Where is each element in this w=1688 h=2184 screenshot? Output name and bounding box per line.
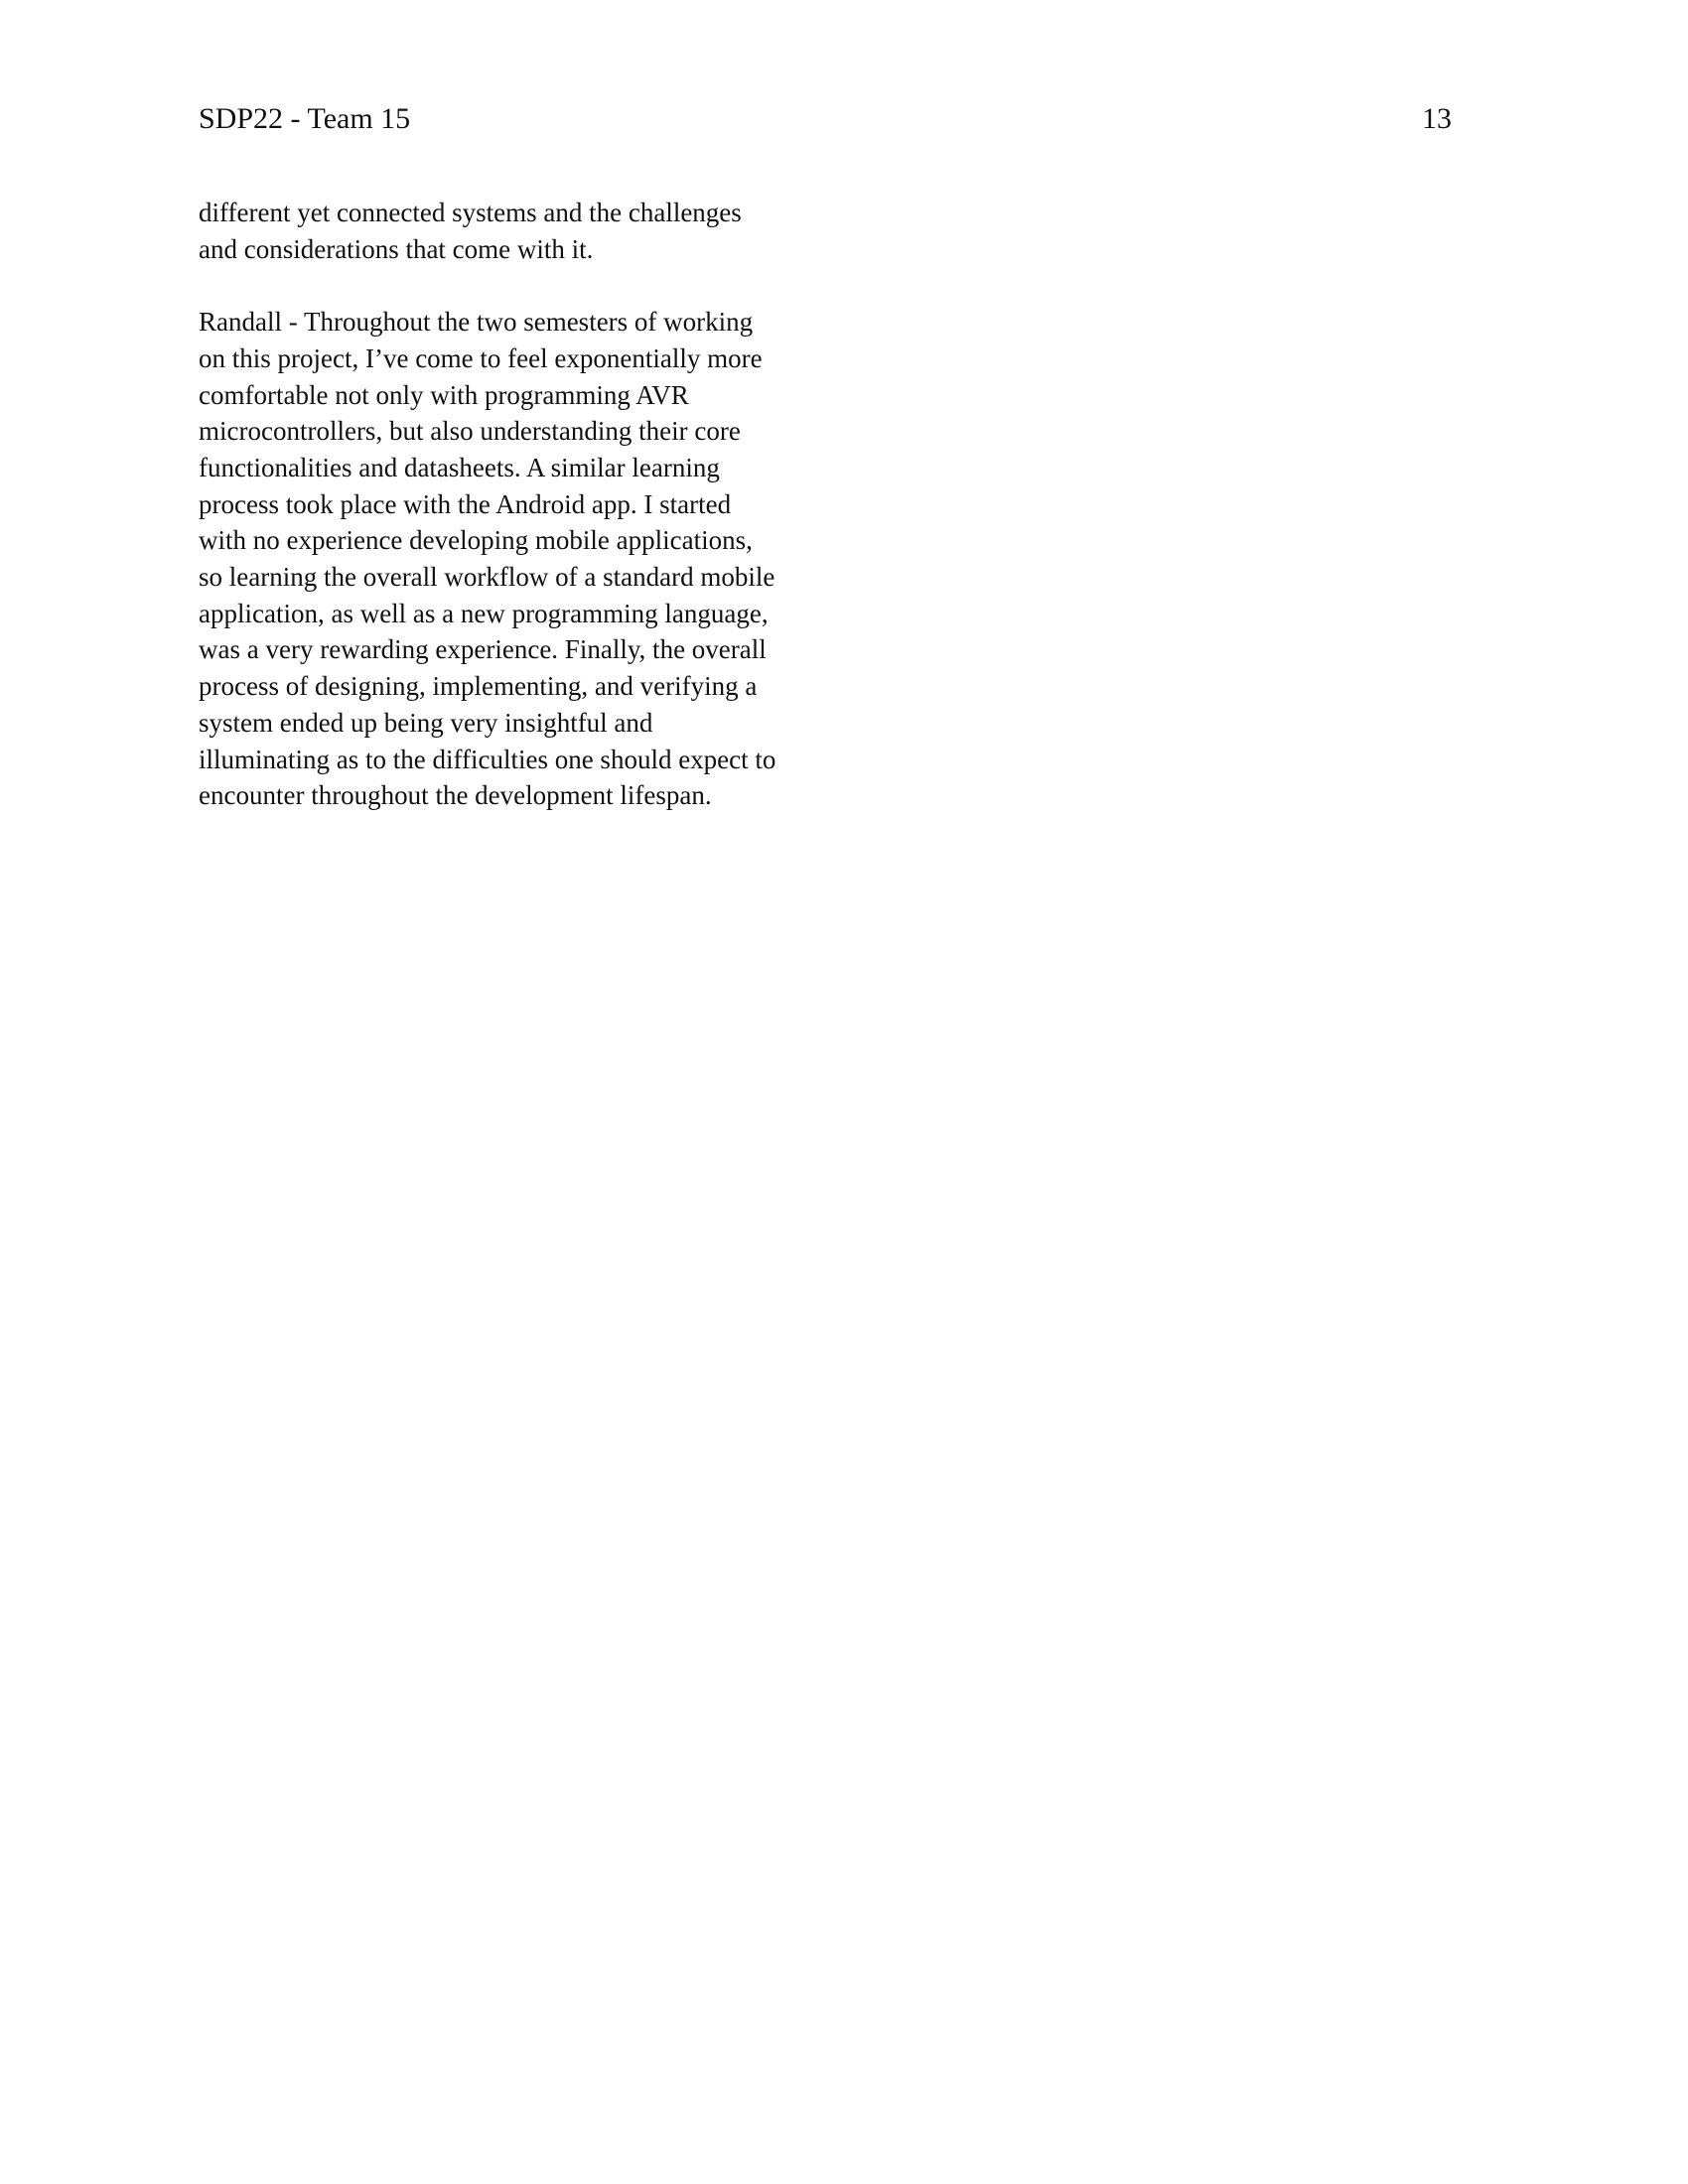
text-line: and considerations that come with it. bbox=[199, 233, 594, 264]
text-line: with no experience developing mobile applications, bbox=[199, 525, 753, 556]
text-line: different yet connected systems and the challenges bbox=[199, 198, 742, 227]
text-line: so learning the overall workflow of a standard mobile bbox=[199, 562, 775, 593]
text-line: process took place with the Android app. I started bbox=[199, 488, 732, 519]
page-header bbox=[199, 97, 1452, 141]
text-line: on this project, I’ve come to feel exponentially more bbox=[199, 342, 763, 373]
body-text bbox=[199, 195, 814, 814]
text-line: comfortable not only with programming AVR bbox=[199, 379, 689, 410]
paragraph-continuation bbox=[199, 195, 814, 267]
paragraph-randall-reflection bbox=[199, 304, 814, 814]
text-line: microcontrollers, but also understanding their core bbox=[199, 416, 741, 447]
text-line: system ended up being very insightful and bbox=[199, 707, 653, 738]
page-number: 13 bbox=[1422, 102, 1452, 135]
text-line: illuminating as to the difficulties one should expect to bbox=[199, 744, 776, 774]
text-line: process of designing, implementing, and verifying a bbox=[199, 671, 758, 702]
text-line: was a very rewarding experience. Finally, the overall bbox=[199, 634, 767, 665]
text-line: functionalities and datasheets. A similar learning bbox=[199, 452, 720, 482]
text-line: encounter throughout the development lifespan. bbox=[199, 780, 712, 811]
running-title: SDP22 - Team 15 bbox=[199, 102, 411, 135]
text-line: Randall - Throughout the two semesters of working bbox=[199, 307, 754, 338]
text-line: application, as well as a new programming language, bbox=[199, 598, 769, 628]
